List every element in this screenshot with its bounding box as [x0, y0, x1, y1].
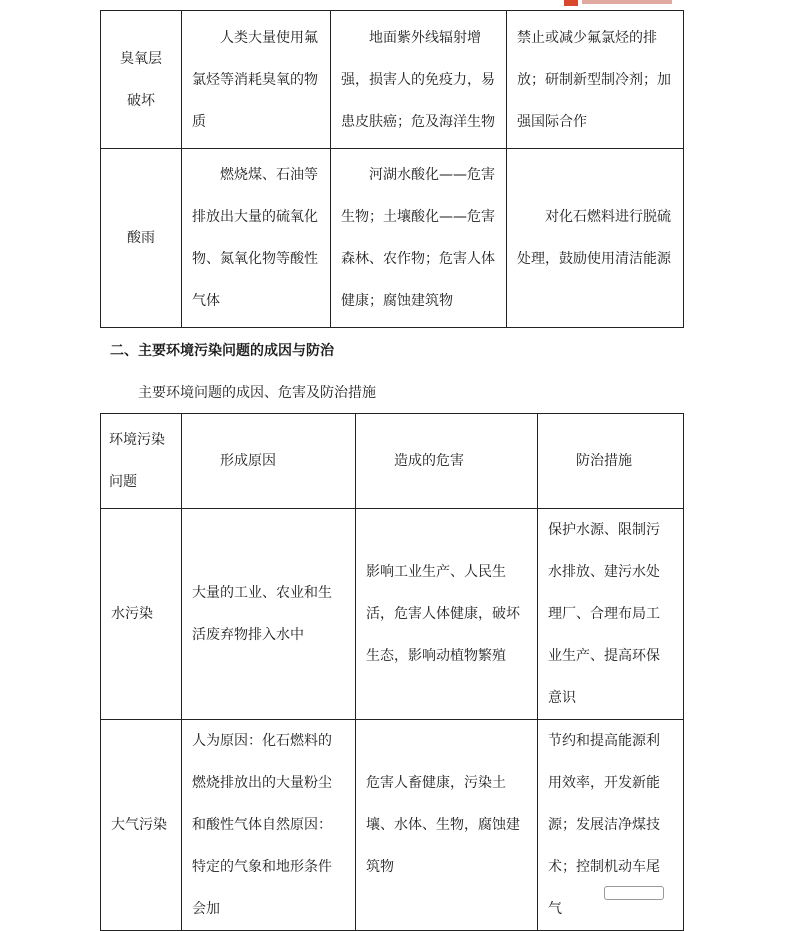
- cause-cell: 大量的工业、农业和生活废弃物排入水中: [182, 509, 356, 720]
- harm-cell: 影响工业生产、人民生活，危害人体健康，破坏生态，影响动植物繁殖: [356, 509, 538, 720]
- header-cause: 形成原因: [182, 414, 356, 509]
- measures-cell: 保护水源、限制污水排放、建污水处理厂、合理布局工业生产、提高环保意识: [538, 509, 684, 720]
- harm-cell: 地面紫外线辐射增强，损害人的免疫力，易患皮肤癌；危及海洋生物: [331, 11, 507, 149]
- table-header-row: [101, 414, 684, 509]
- harm-cell: 河湖水酸化——危害生物；土壤酸化——危害森林、农作物；危害人体健康；腐蚀建筑物: [331, 149, 507, 328]
- measures-cell: 对化石燃料进行脱硫处理，鼓励使用清洁能源: [507, 149, 684, 328]
- cause-cell: 燃烧煤、石油等排放出大量的硫氧化物、氮氧化物等酸性气体: [182, 149, 331, 328]
- page-corner-box: [604, 886, 664, 900]
- table-row: [101, 11, 684, 149]
- cause-cell: 人为原因：化石燃料的燃烧排放出的大量粉尘和酸性气体自然原因：特定的气象和地形条件会加: [182, 720, 356, 931]
- issue-cell: 大气污染: [101, 720, 182, 931]
- harm-cell: 危害人畜健康，污染土壤、水体、生物，腐蚀建筑物: [356, 720, 538, 931]
- issue-cell: 酸雨: [101, 149, 182, 328]
- logo-text-graphic: [582, 0, 672, 4]
- issue-cell: 臭氧层破坏: [101, 11, 182, 149]
- logo-mark-icon: [564, 0, 578, 6]
- section-heading: 二、主要环境污染问题的成因与防治: [110, 343, 334, 359]
- header-measures: 防治措施: [538, 414, 684, 509]
- measures-cell: 禁止或减少氟氯烃的排放；研制新型制冷剂；加强国际合作: [507, 11, 684, 149]
- table-row: [101, 149, 684, 328]
- header-harm: 造成的危害: [356, 414, 538, 509]
- measures-cell: 节约和提高能源利用效率，开发新能源；发展洁净煤技术；控制机动车尾气: [538, 720, 684, 931]
- watermark-logo: [564, 0, 674, 8]
- environment-problems-table-continued: [100, 10, 684, 328]
- cause-cell: 人类大量使用氟氯烃等消耗臭氧的物质: [182, 11, 331, 149]
- table-row: [101, 509, 684, 720]
- table-caption: 主要环境问题的成因、危害及防治措施: [138, 385, 376, 401]
- header-issue: 环境污染问题: [101, 414, 182, 509]
- table-row: [101, 720, 684, 931]
- pollution-causes-table: [100, 413, 684, 931]
- issue-cell: 水污染: [101, 509, 182, 720]
